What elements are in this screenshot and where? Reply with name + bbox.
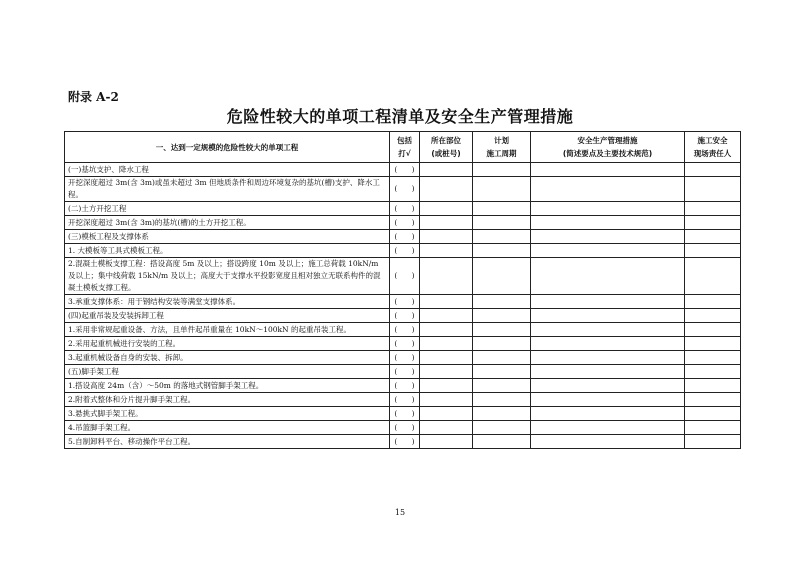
table-row [65, 309, 741, 323]
responsible-person-cell[interactable] [685, 309, 741, 323]
table-row [65, 421, 741, 435]
table-row [65, 216, 741, 230]
item-cell: (四)起重吊装及安装拆卸工程 [65, 309, 390, 323]
table-row [65, 323, 741, 337]
safety-measures-cell[interactable] [531, 163, 685, 177]
safety-measures-cell[interactable] [531, 244, 685, 258]
location-cell[interactable] [420, 258, 473, 295]
table-row [65, 202, 741, 216]
page-number: 15 [394, 508, 406, 517]
safety-measures-cell[interactable] [531, 295, 685, 309]
include-checkbox[interactable]: ( ) [390, 323, 420, 337]
plan-period-cell[interactable] [473, 435, 531, 449]
safety-measures-cell[interactable] [531, 216, 685, 230]
responsible-person-cell[interactable] [685, 407, 741, 421]
location-cell[interactable] [420, 435, 473, 449]
location-cell[interactable] [420, 177, 473, 202]
responsible-person-cell[interactable] [685, 258, 741, 295]
plan-period-cell[interactable] [473, 163, 531, 177]
plan-period-cell[interactable] [473, 258, 531, 295]
plan-period-cell[interactable] [473, 309, 531, 323]
table-row [65, 337, 741, 351]
table-row [65, 407, 741, 421]
include-checkbox[interactable]: ( ) [390, 177, 420, 202]
plan-period-cell[interactable] [473, 379, 531, 393]
include-checkbox[interactable]: ( ) [390, 258, 420, 295]
include-checkbox[interactable]: ( ) [390, 407, 420, 421]
plan-period-cell[interactable] [473, 177, 531, 202]
location-cell[interactable] [420, 244, 473, 258]
responsible-person-cell[interactable] [685, 337, 741, 351]
location-cell[interactable] [420, 202, 473, 216]
item-cell: (五)脚手架工程 [65, 365, 390, 379]
item-cell: 1.采用非常规起重设备、方法，且单件起吊重量在 10kN～100kN 的起重吊装工程。 [65, 323, 390, 337]
location-cell[interactable] [420, 365, 473, 379]
location-cell[interactable] [420, 379, 473, 393]
responsible-person-cell[interactable] [685, 244, 741, 258]
responsible-person-cell[interactable] [685, 177, 741, 202]
safety-measures-cell[interactable] [531, 407, 685, 421]
responsible-person-cell[interactable] [685, 163, 741, 177]
include-checkbox[interactable]: ( ) [390, 421, 420, 435]
location-cell[interactable] [420, 295, 473, 309]
include-checkbox[interactable]: ( ) [390, 309, 420, 323]
safety-measures-cell[interactable] [531, 337, 685, 351]
plan-period-cell[interactable] [473, 216, 531, 230]
include-checkbox[interactable]: ( ) [390, 244, 420, 258]
safety-measures-cell[interactable] [531, 421, 685, 435]
safety-measures-cell[interactable] [531, 177, 685, 202]
plan-period-cell[interactable] [473, 244, 531, 258]
responsible-person-cell[interactable] [685, 216, 741, 230]
table-row [65, 230, 741, 244]
location-cell[interactable] [420, 230, 473, 244]
safety-measures-cell[interactable] [531, 309, 685, 323]
responsible-person-cell[interactable] [685, 295, 741, 309]
responsible-person-cell[interactable] [685, 323, 741, 337]
item-cell: 3.承重支撑体系：用于钢结构安装等满堂支撑体系。 [65, 295, 390, 309]
table-row [65, 379, 741, 393]
item-cell: 2.采用起重机械进行安装的工程。 [65, 337, 390, 351]
item-cell: (二)土方开挖工程 [65, 202, 390, 216]
plan-period-cell[interactable] [473, 407, 531, 421]
location-cell[interactable] [420, 323, 473, 337]
safety-measures-cell[interactable] [531, 202, 685, 216]
header-include: 包括 打√ [390, 132, 420, 163]
item-cell: (三)模板工程及支撑体系 [65, 230, 390, 244]
item-cell: 1. 大模板等工具式模板工程。 [65, 244, 390, 258]
safety-measures-cell[interactable] [531, 365, 685, 379]
responsible-person-cell[interactable] [685, 393, 741, 407]
responsible-person-cell[interactable] [685, 435, 741, 449]
location-cell[interactable] [420, 393, 473, 407]
plan-period-cell[interactable] [473, 295, 531, 309]
responsible-person-cell[interactable] [685, 365, 741, 379]
responsible-person-cell[interactable] [685, 202, 741, 216]
plan-period-cell[interactable] [473, 337, 531, 351]
item-cell: (一)基坑支护、降水工程 [65, 163, 390, 177]
hazard-project-table [64, 131, 741, 449]
include-checkbox[interactable]: ( ) [390, 393, 420, 407]
safety-measures-cell[interactable] [531, 258, 685, 295]
location-cell[interactable] [420, 337, 473, 351]
responsible-person-cell[interactable] [685, 379, 741, 393]
include-checkbox[interactable]: ( ) [390, 435, 420, 449]
plan-period-cell[interactable] [473, 421, 531, 435]
responsible-person-cell[interactable] [685, 351, 741, 365]
item-cell: 4.吊篮脚手架工程。 [65, 421, 390, 435]
table-row [65, 393, 741, 407]
item-cell: 2.附着式整体和分片提升脚手架工程。 [65, 393, 390, 407]
item-cell: 1.搭设高度 24m（含）～50m 的落地式钢管脚手架工程。 [65, 379, 390, 393]
item-cell: 开挖深度超过 3m(含 3m)或虽未超过 3m 但地质条件和周边环境复杂的基坑(槽)支护、降水工程。 [65, 177, 390, 202]
safety-measures-cell[interactable] [531, 230, 685, 244]
include-checkbox[interactable]: ( ) [390, 337, 420, 351]
include-checkbox[interactable]: ( ) [390, 216, 420, 230]
safety-measures-cell[interactable] [531, 435, 685, 449]
safety-measures-cell[interactable] [531, 393, 685, 407]
include-checkbox[interactable]: ( ) [390, 230, 420, 244]
safety-measures-cell[interactable] [531, 351, 685, 365]
include-checkbox[interactable]: ( ) [390, 365, 420, 379]
header-location: 所在部位 (或桩号) [420, 132, 473, 163]
table-row [65, 163, 741, 177]
header-item: 一、达到一定规模的危险性较大的单项工程 [65, 132, 390, 163]
table-row [65, 365, 741, 379]
table-row [65, 435, 741, 449]
document-title: 危险性较大的单项工程清单及安全生产管理措施 [226, 107, 574, 126]
include-checkbox[interactable]: ( ) [390, 351, 420, 365]
responsible-person-cell[interactable] [685, 421, 741, 435]
plan-period-cell[interactable] [473, 393, 531, 407]
safety-measures-cell[interactable] [531, 323, 685, 337]
location-cell[interactable] [420, 407, 473, 421]
location-cell[interactable] [420, 216, 473, 230]
item-cell: 2.混凝土模板支撑工程：搭设高度 5m 及以上；搭设跨度 10m 及以上；施工总荷载 10kN/m 及以上；集中线荷载 15kN/m 及以上；高度大于支撑水平投影宽度且相对独立无联系构件的混凝土模板支撑工程。 [65, 258, 390, 295]
table-row [65, 177, 741, 202]
location-cell[interactable] [420, 163, 473, 177]
table-row [65, 244, 741, 258]
include-checkbox[interactable]: ( ) [390, 379, 420, 393]
location-cell[interactable] [420, 351, 473, 365]
item-cell: 3.起重机械设备自身的安装、拆卸。 [65, 351, 390, 365]
plan-period-cell[interactable] [473, 365, 531, 379]
table-row [65, 295, 741, 309]
safety-measures-cell[interactable] [531, 379, 685, 393]
include-checkbox[interactable]: ( ) [390, 295, 420, 309]
item-cell: 5.自制卸料平台、移动操作平台工程。 [65, 435, 390, 449]
table-row [65, 351, 741, 365]
plan-period-cell[interactable] [473, 202, 531, 216]
location-cell[interactable] [420, 309, 473, 323]
plan-period-cell[interactable] [473, 323, 531, 337]
header-plan-period: 计划 施工周期 [473, 132, 531, 163]
location-cell[interactable] [420, 421, 473, 435]
plan-period-cell[interactable] [473, 230, 531, 244]
include-checkbox[interactable]: ( ) [390, 163, 420, 177]
responsible-person-cell[interactable] [685, 230, 741, 244]
appendix-label: 附录 A-2 [68, 90, 119, 104]
header-responsible-person: 施工安全 现场责任人 [685, 132, 741, 163]
item-cell: 3.悬挑式脚手架工程。 [65, 407, 390, 421]
item-cell: 开挖深度超过 3m(含 3m)的基坑(槽)的土方开挖工程。 [65, 216, 390, 230]
header-safety-measures: 安全生产管理措施 (简述要点及主要技术规范) [531, 132, 685, 163]
table-row [65, 258, 741, 295]
include-checkbox[interactable]: ( ) [390, 202, 420, 216]
plan-period-cell[interactable] [473, 351, 531, 365]
table-header-row [65, 132, 741, 163]
